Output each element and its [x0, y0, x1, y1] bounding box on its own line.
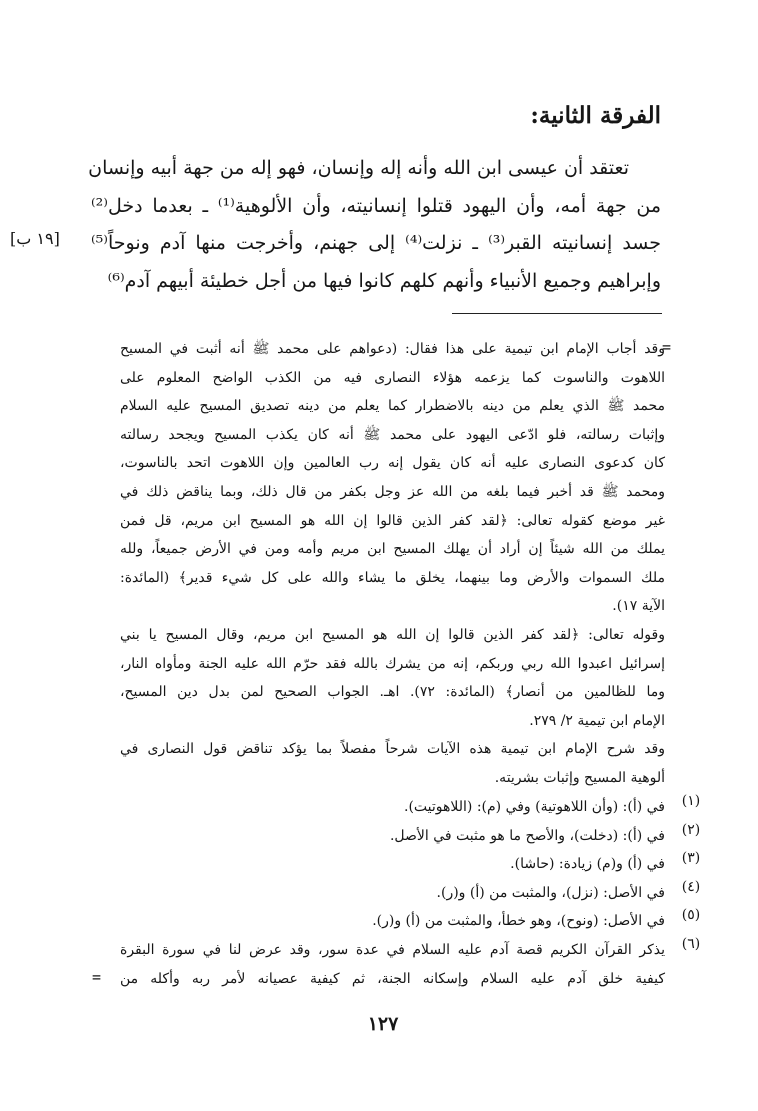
main-text-line: تعتقد أن عيسى ابن الله وأنه إله وإنسان، فهو إله من جهة أبيه وإنسان [88, 157, 629, 179]
footnote-item [120, 907, 701, 936]
continuation-mark-top: = [662, 338, 672, 356]
footnote-text: يذكر القرآن الكريم قصة آدم عليه السلام في عدة سور، وقد عرض لنا في سورة البقرة [120, 942, 665, 958]
footnote-separator [452, 313, 662, 314]
footnote-continued [120, 335, 665, 793]
footnote-line: ملك السموات والأرض وما بينهما، يخلق ما يشاء والله على كل شيء قدير﴾ (المائدة: [120, 569, 665, 586]
footnote-line: الآية ١٧). [612, 598, 665, 615]
footnote-line: الإمام ابن تيمية ٢/ ٢٧٩. [529, 712, 665, 729]
footnote-number: (٣) [681, 850, 701, 867]
footnote-text: في (أ) و(م) زيادة: (حاشا). [510, 856, 665, 873]
footnote-text: في الأصل: (ونوح)، وهو خطأ، والمثبت من (أ) و(ر). [372, 913, 665, 930]
footnote-text: في (أ): (وأن اللاهوتية) وفي (م): (اللاهوتيت). [404, 799, 665, 815]
footnote-number: (٦) [681, 936, 701, 952]
footnote-line: وقوله تعالى: ﴿لقد كفر الذين قالوا إن الله هو المسيح ابن مريم، وقال المسيح يا بني [120, 626, 665, 643]
footnote-line: إسرائيل اعبدوا الله ربي وربكم، إنه من يشرك بالله فقد حرّم الله عليه الجنة ومأواه النار، [120, 655, 665, 672]
footnote-line: غير موضع كقوله تعالى: ﴿لقد كفر الذين قالوا إن الله هو المسيح ابن مريم، قل فمن [120, 512, 665, 529]
footnote-line: وإثبات رسالته، فلو ادّعى اليهود على محمد ﷺ أنه كان يكذب المسيح ويجحد رسالته [120, 426, 665, 443]
main-text [88, 150, 661, 300]
footnote-number: (١) [681, 793, 701, 809]
footnote-line: وقد شرح الإمام ابن تيمية هذه الآيات شرحاً مفصلاً بما يؤكد تناقض قول النصارى في [120, 741, 665, 758]
footnote-number: (٤) [681, 878, 701, 895]
page-number: ١٢٧ [367, 1013, 399, 1035]
footnote-number: (٢) [681, 821, 701, 838]
footnote-item [120, 850, 701, 879]
footnote-line: كان كدعوى النصارى عليه أنه كان يقول إنه رب العالمين وإن اللاهوت اتحد بالناسوت، [120, 455, 665, 472]
footnote-text: كيفية خلق آدم عليه السلام وإسكانه الجنة، ثم كيفية عصيانه لأمر ربه وأكله من [120, 970, 665, 987]
footnote-item [120, 936, 701, 993]
footnote-text: في (أ): (دخلت)، والأصح ما هو مثبت في الأصل. [389, 827, 665, 844]
footnote-text: في الأصل: (نزل)، والمثبت من (أ) و(ر). [436, 884, 665, 901]
main-text-line: جسد إنسانيته القبر⁽³⁾ ـ نزلت⁽⁴⁾ إلى جهنم، وأخرجت منها آدم ونوحاً⁽⁵⁾ [91, 232, 661, 254]
main-text-line: وإبراهيم وجميع الأنبياء وأنهم كلهم كانوا فيها من أجل خطيئة أبيهم آدم⁽⁶⁾ [107, 269, 661, 292]
manuscript-folio-marker: [١٩ ب] [10, 229, 60, 248]
main-text-line: من جهة أمه، وأن اليهود قتلوا إنسانيته، وأن الألوهية⁽¹⁾ ـ بعدما دخل⁽²⁾ [91, 194, 661, 217]
footnote-item [120, 878, 701, 908]
footnote-line: محمد ﷺ الذي يعلم من دينه بالاضطرار كما يعلم من دينه تصديق المسيح عليه السلام [120, 398, 665, 415]
footnote-item [120, 793, 701, 822]
continuation-mark-bottom: = [92, 968, 102, 986]
footnote-line: اللاهوت والناسوت كما يزعمه هؤلاء النصارى فيه من الكذب الواضح المعلوم على [120, 369, 665, 386]
footnote-line: يملك من الله شيئاً إن أراد أن يهلك المسيح ابن مريم وأمه ومن في الأرض جميعاً، ولله [120, 541, 665, 558]
footnote-line: ومحمد ﷺ قد أخبر فيما بلغه من الله عز وجل بكفر من قال ذلك، وبما يناقض ذلك في [120, 483, 665, 500]
footnote-line: وقد أجاب الإمام ابن تيمية على هذا فقال: (دعواهم على محمد ﷺ أنه أثبت في المسيح [120, 341, 665, 357]
footnote-item [120, 821, 701, 851]
footnote-line: ألوهية المسيح وإثبات بشريته. [494, 769, 665, 786]
footnote-number: (٥) [681, 907, 701, 924]
footnote-line: وما للظالمين من أنصار﴾ (المائدة: ٧٢). اهـ. الجواب الصحيح لمن بدل دين المسيح، [120, 684, 665, 701]
section-heading: الفرقة الثانية: [530, 102, 661, 129]
